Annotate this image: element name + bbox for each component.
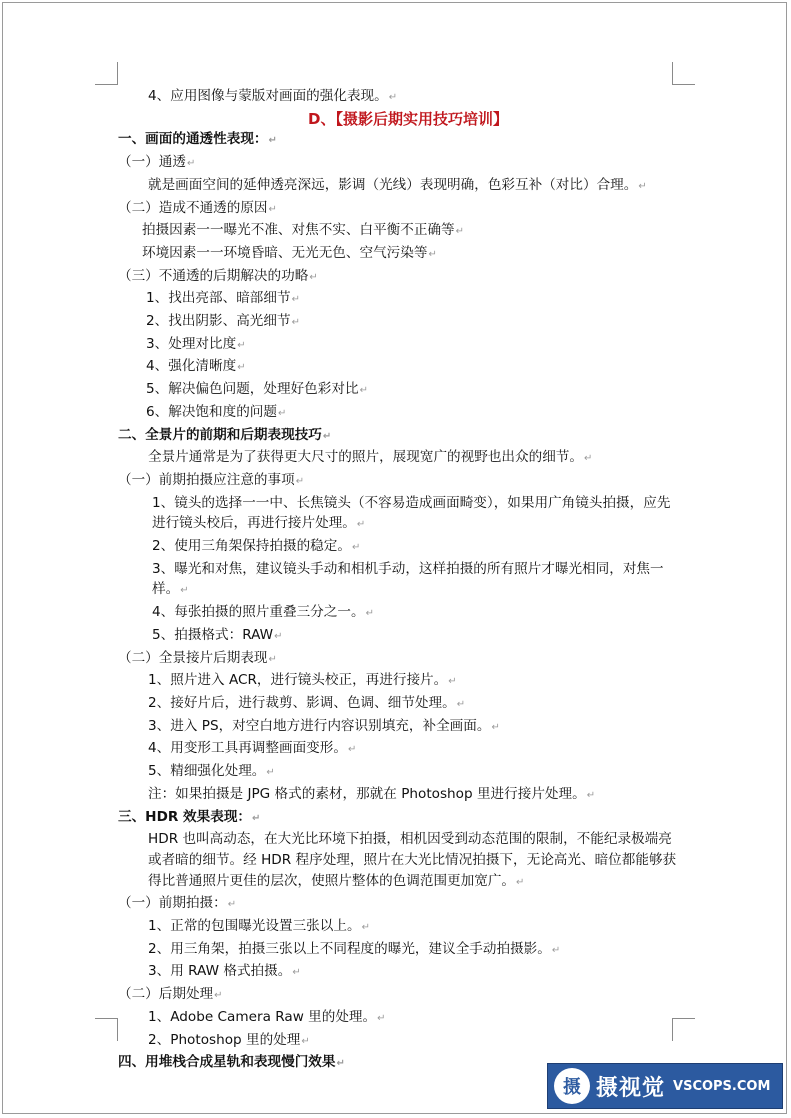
paragraph-line: 拍摄因素一一曝光不准、对焦不实、白平衡不正确等↵ — [142, 222, 465, 239]
paragraph-mark-icon: ↵ — [268, 203, 277, 215]
paragraph-mark-icon: ↵ — [291, 294, 300, 306]
paragraph-line: 5、拍摄格式：RAW↵ — [152, 626, 283, 643]
paragraph-line: 3、处理对比度↵ — [146, 335, 246, 352]
paragraph-line: 2、用三角架，拍摄三张以上不同程度的曝光，建议全手动拍摄影。↵ — [148, 940, 561, 957]
paragraph-mark-icon: ↵ — [278, 407, 287, 419]
paragraph-line: 4、应用图像与蒙版对画面的强化表现。↵ — [148, 88, 398, 104]
paragraph-line: 2、Photoshop 里的处理↵ — [148, 1031, 310, 1048]
crop-mark-bottom-left — [95, 1018, 118, 1041]
paragraph-line: 环境因素一一环境昏暗、无光无色、空气污染等↵ — [142, 244, 437, 261]
paragraph-mark-icon: ↵ — [516, 876, 525, 888]
paragraph-mark-icon: ↵ — [584, 453, 593, 465]
watermark-name: 摄视觉 — [596, 1075, 666, 1101]
crop-mark-top-right — [672, 62, 695, 85]
document-title: D、【摄影后期实用技巧培训】 — [308, 109, 508, 128]
paragraph-line: 1、找出亮部、暗部细节↵ — [146, 290, 300, 307]
paragraph-line: 全景片通常是为了获得更大尺寸的照片，展现宽广的视野也出众的细节。↵ — [148, 449, 593, 466]
paragraph-line: 2、找出阴影、高光细节↵ — [146, 313, 300, 330]
paragraph-mark-icon: ↵ — [252, 812, 261, 824]
paragraph-mark-icon: ↵ — [551, 944, 561, 956]
paragraph-mark-icon: ↵ — [638, 180, 647, 192]
paragraph-mark-icon: ↵ — [359, 385, 368, 397]
paragraph-line: （三）不通透的后期解决的功略↵ — [118, 267, 318, 284]
paragraph-line: （一）前期拍摄：↵ — [118, 895, 237, 912]
paragraph-mark-icon: ↵ — [268, 135, 277, 147]
paragraph-line: 4、每张拍摄的照片重叠三分之一。↵ — [152, 604, 374, 621]
paragraph-line: 5、精细强化处理。↵ — [148, 763, 275, 780]
paragraph-mark-icon: ↵ — [180, 585, 189, 597]
paragraph-mark-icon: ↵ — [301, 1035, 310, 1047]
paragraph-line: 2、接好片后，进行裁剪、影调、色调、细节处理。↵ — [148, 694, 466, 711]
paragraph-mark-icon: ↵ — [365, 608, 374, 620]
paragraph-mark-icon: ↵ — [448, 676, 457, 688]
paragraph-line: 4、强化清晰度↵ — [146, 358, 246, 375]
paragraph-line: 就是画面空间的延伸透亮深远，影调（光线）表现明确，色彩互补（对比）合理。↵ — [148, 176, 647, 193]
paragraph-mark-icon: ↵ — [586, 789, 596, 801]
paragraph-mark-icon: ↵ — [347, 744, 357, 756]
paragraph-mark-icon: ↵ — [274, 630, 283, 642]
paragraph-mark-icon: ↵ — [428, 248, 437, 260]
section-heading: 一、画面的通透性表现：↵ — [118, 131, 277, 148]
paragraph-line: （二）全景接片后期表现↵ — [118, 649, 277, 666]
paragraph-mark-icon: ↵ — [336, 1058, 345, 1070]
paragraph-line: 1、Adobe Camera Raw 里的处理。↵ — [148, 1008, 386, 1025]
paragraph-mark-icon: ↵ — [227, 899, 237, 911]
paragraph-mark-icon: ↵ — [377, 1012, 386, 1024]
paragraph-line: 1、正常的包围曝光设置三张以上。↵ — [148, 918, 370, 935]
paragraph-mark-icon: ↵ — [295, 475, 305, 487]
paragraph-mark-icon: ↵ — [388, 92, 398, 103]
paragraph-mark-icon: ↵ — [291, 317, 300, 329]
paragraph-line: 6、解决饱和度的问题↵ — [146, 403, 287, 420]
paragraph-line: 2、使用三角架保持拍摄的稳定。↵ — [152, 538, 361, 555]
watermark-logo-icon: 摄 — [554, 1068, 590, 1104]
paragraph-mark-icon: ↵ — [292, 967, 301, 979]
watermark-site: VSCOPS.COM — [673, 1078, 771, 1094]
paragraph-mark-icon: ↵ — [455, 226, 465, 238]
paragraph-line: HDR 也叫高动态，在大光比环境下拍摄，相机因受到动态范围的限制，不能纪录极端亮或者暗的细节。经 HDR 程序处理，照片在大光比情况拍摄下，无论高光、暗位都能够获得比普通照片更佳的层次，使照片整体的色调范围更加宽广。↵ — [148, 831, 677, 889]
paragraph-line: 3、进入 PS，对空白地方进行内容识别填充，补全画面。↵ — [148, 717, 500, 734]
paragraph-line: 3、用 RAW 格式拍摄。↵ — [148, 963, 301, 980]
paragraph-line: （一）前期拍摄应注意的事项↵ — [118, 471, 305, 488]
paragraph-mark-icon: ↵ — [214, 990, 223, 1002]
paragraph-line: 4、用变形工具再调整画面变形。↵ — [148, 740, 357, 757]
paragraph-mark-icon: ↵ — [266, 767, 275, 779]
paragraph-line: 1、照片进入 ACR，进行镜头校正，再进行接片。↵ — [148, 672, 457, 689]
paragraph-mark-icon: ↵ — [186, 158, 196, 170]
paragraph-line: （二）后期处理↵ — [118, 986, 223, 1003]
paragraph-mark-icon: ↵ — [351, 542, 361, 554]
crop-mark-top-left — [95, 62, 118, 85]
paragraph-mark-icon: ↵ — [456, 698, 466, 710]
paragraph-line: 5、解决偏色问题，处理好色彩对比↵ — [146, 381, 368, 398]
section-heading: 三、HDR 效果表现：↵ — [118, 808, 261, 825]
paragraph-mark-icon: ↵ — [361, 922, 370, 934]
watermark-badge — [547, 1063, 783, 1109]
paragraph-line: 注：如果拍摄是 JPG 格式的素材，那就在 Photoshop 里进行接片处理。↵ — [148, 785, 596, 802]
paragraph-mark-icon: ↵ — [268, 653, 277, 665]
paragraph-mark-icon: ↵ — [237, 362, 246, 374]
paragraph-mark-icon: ↵ — [322, 430, 332, 442]
paragraph-mark-icon: ↵ — [356, 519, 366, 531]
paragraph-line: （一）通透↵ — [118, 154, 196, 171]
document-body — [118, 86, 678, 1075]
section-heading: 四、用堆栈合成星轨和表现慢门效果↵ — [118, 1054, 345, 1071]
section-heading: 二、全景片的前期和后期表现技巧↵ — [118, 426, 332, 443]
paragraph-line: 1、镜头的选择一一中、长焦镜头（不容易造成画面畸变），如果用广角镜头拍摄，应先进行镜头校后，再进行接片处理。↵ — [152, 494, 671, 532]
paragraph-line: 3、曝光和对焦，建议镜头手动和相机手动，这样拍摄的所有照片才曝光相同，对焦一样。↵ — [152, 560, 664, 598]
paragraph-mark-icon: ↵ — [491, 721, 500, 733]
paragraph-line: （二）造成不通透的原因↵ — [118, 199, 277, 216]
paragraph-mark-icon: ↵ — [309, 271, 318, 283]
paragraph-mark-icon: ↵ — [237, 339, 246, 351]
